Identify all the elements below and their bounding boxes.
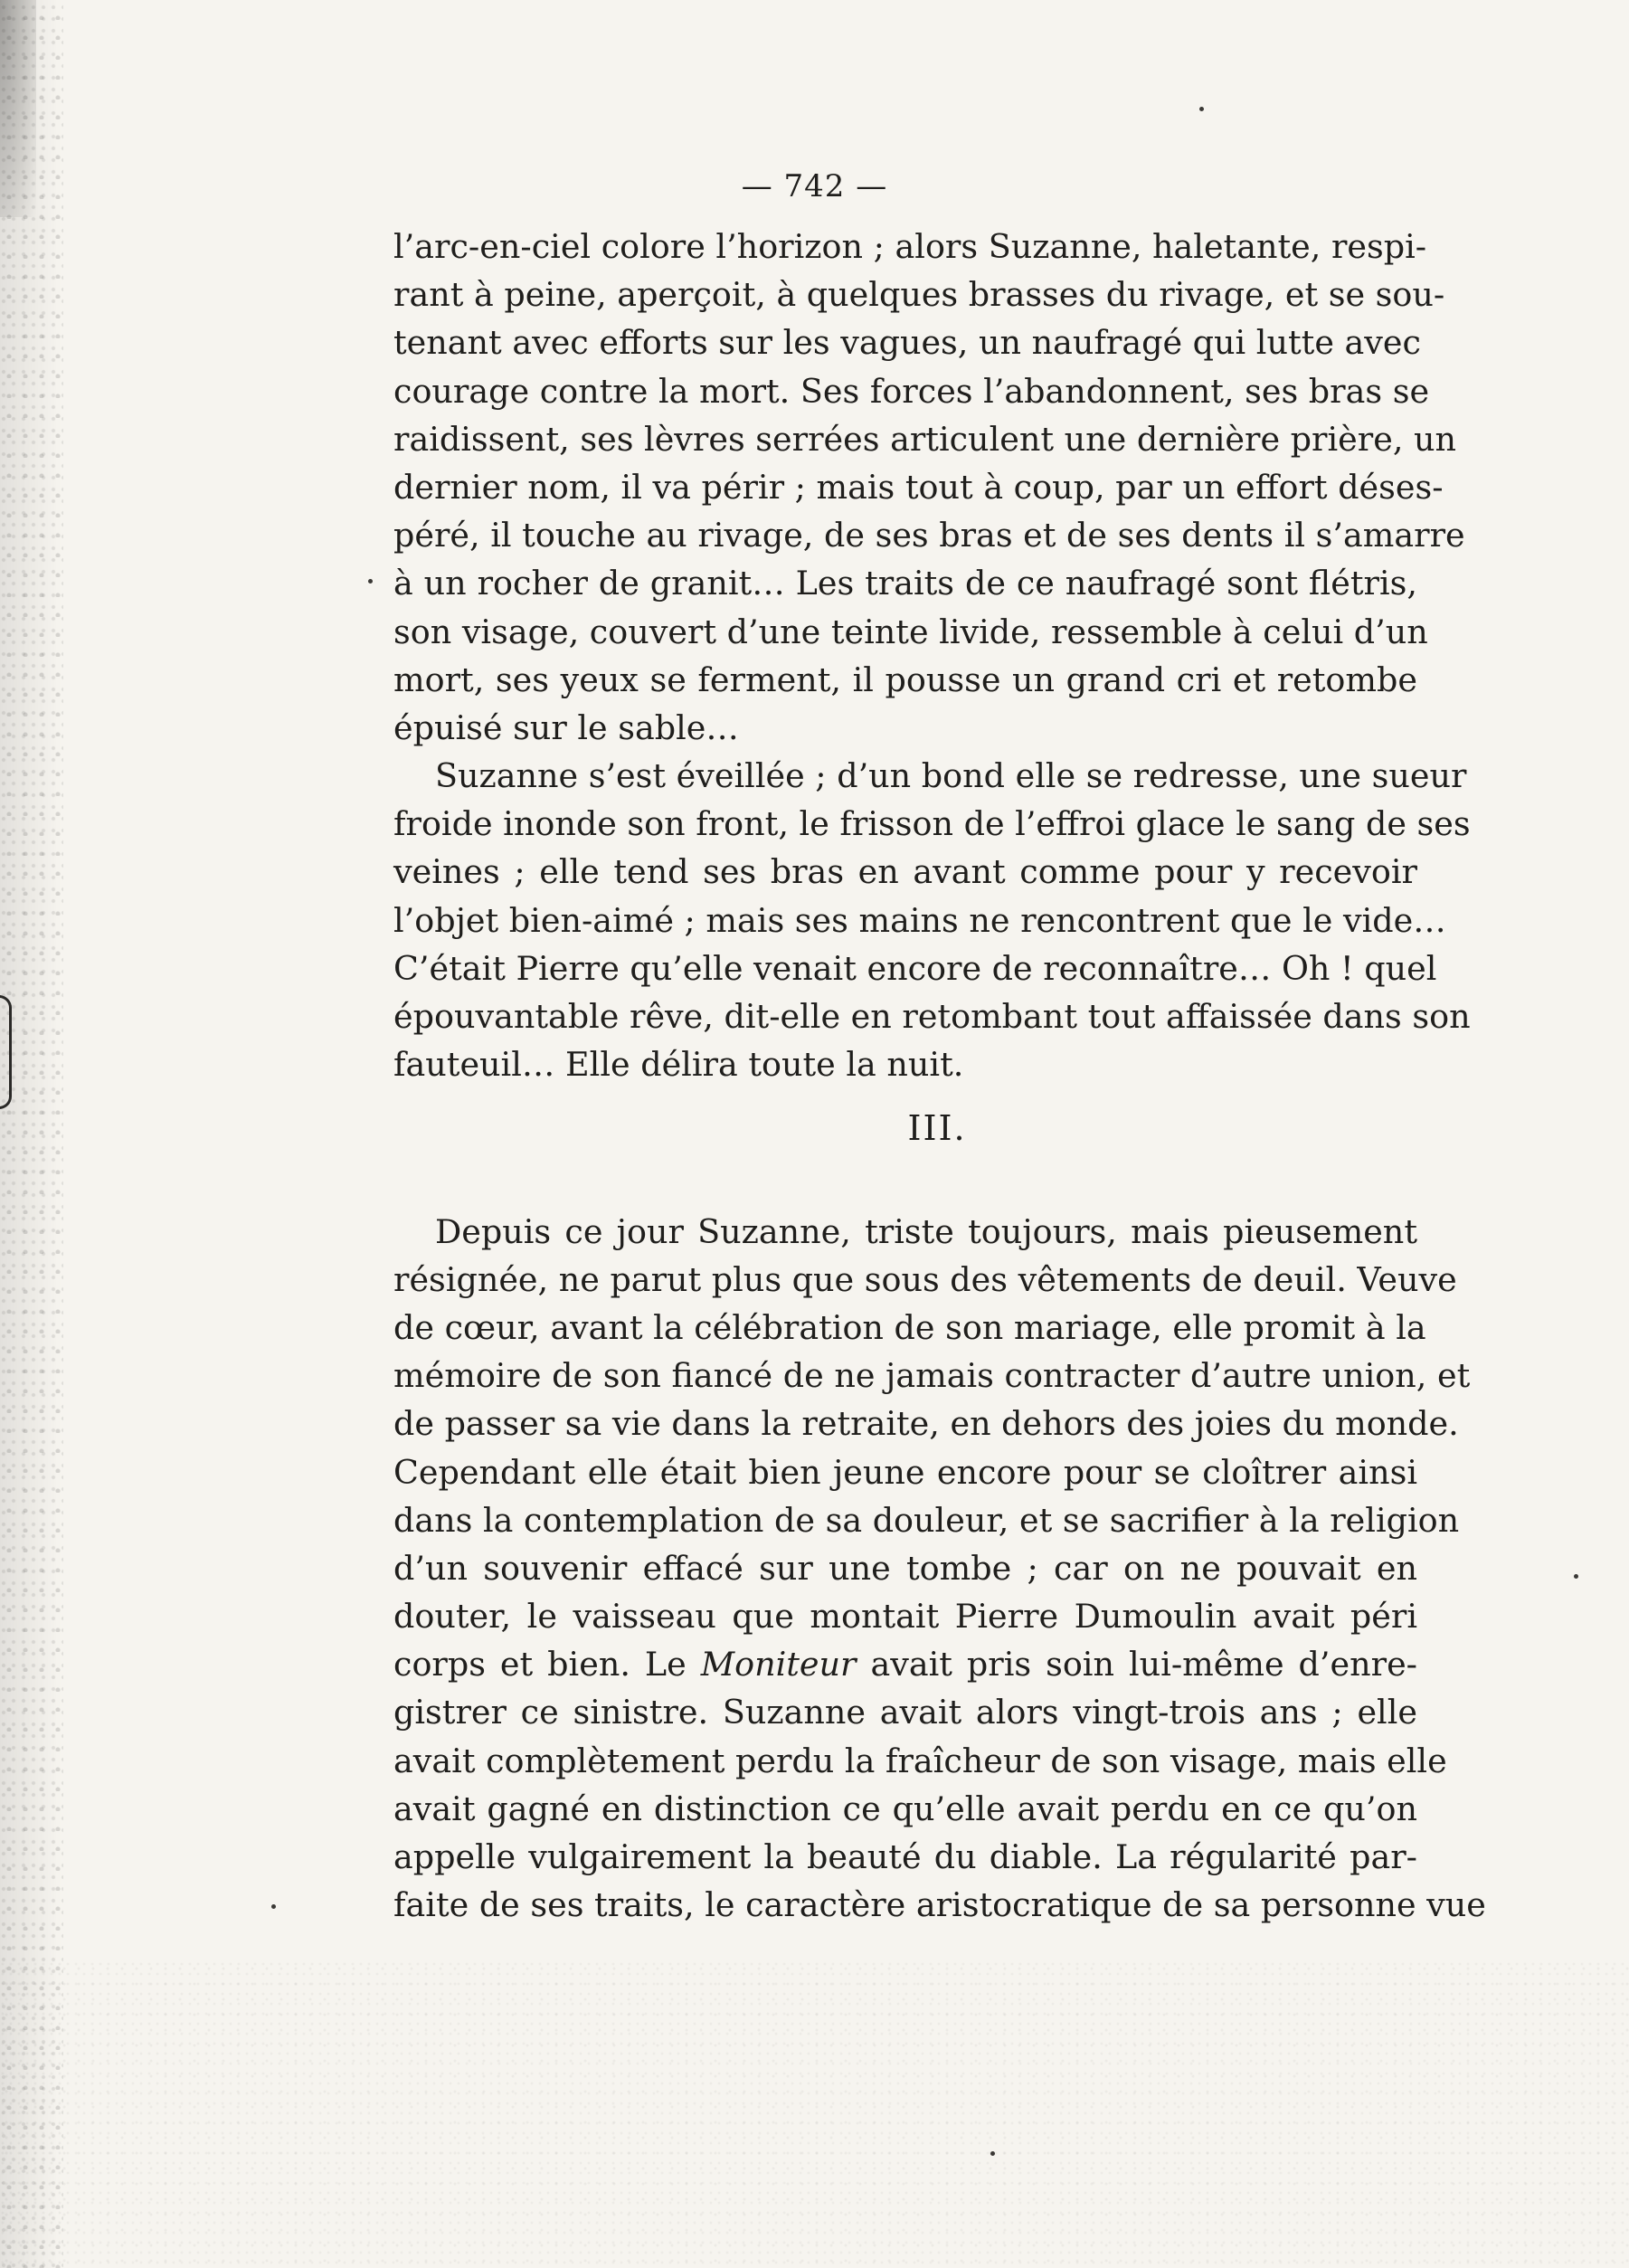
newspaper-title: Moniteur [700, 1645, 857, 1684]
binding-mark [0, 995, 12, 1109]
text-line: courage contre la mort. Ses forces l’abandonnent, ses bras se [393, 371, 1430, 411]
text-line: froide inonde son front, le frisson de l’effroi glace le sang de ses [393, 804, 1471, 844]
text-line: Depuis ce jour Suzanne, triste toujours, mais pieusement [435, 1211, 1417, 1251]
page-number: — 742 — [741, 168, 888, 204]
text-line: tenant avec efforts sur les vagues, un naufragé qui lutte avec [393, 323, 1421, 363]
speck [990, 2151, 995, 2156]
text-line: rant à peine, aperçoit, à quelques brasses du rivage, et se sou- [393, 275, 1445, 315]
text-line: gistrer ce sinistre. Suzanne avait alors vingt-trois ans ; elle [393, 1693, 1417, 1732]
body-text [393, 223, 1486, 1929]
text-line: l’objet bien-aimé ; mais ses mains ne rencontrent que le vide… [393, 900, 1446, 940]
text-line: mort, ses yeux se ferment, il pousse un grand cri et retombe [393, 660, 1417, 699]
paper-speckle [0, 1960, 1629, 2268]
text-line: l’arc-en-ciel colore l’horizon ; alors Suzanne, haletante, respi- [393, 227, 1427, 266]
speck [368, 579, 373, 584]
paragraph-2 [393, 752, 1471, 1088]
text-line: péré, il touche au rivage, de ses bras et de ses dents il s’amarre [393, 516, 1465, 555]
text-line: douter, le vaisseau que montait Pierre Dumoulin avait péri [393, 1597, 1417, 1637]
paragraph-3 [393, 1208, 1486, 1930]
text-line: Suzanne s’est éveillée ; d’un bond elle se redresse, une sueur [435, 756, 1467, 796]
text-fragment: corps et bien. Le [393, 1645, 701, 1684]
text-line: veines ; elle tend ses bras en avant comme pour y recevoir [393, 852, 1417, 892]
page-edge-shadow [0, 0, 63, 2268]
text-line: à un rocher de granit… Les traits de ce naufragé sont flétris, [393, 564, 1417, 603]
speck [1574, 1574, 1578, 1579]
text-line: Cependant elle était bien jeune encore pour se cloîtrer ainsi [393, 1452, 1417, 1492]
text-line: dans la contemplation de sa douleur, et se sacrifier à la religion [393, 1500, 1460, 1540]
text-line: avait gagné en distinction ce qu’elle avait perdu en ce qu’on [393, 1789, 1417, 1828]
text-line: C’était Pierre qu’elle venait encore de reconnaître… Oh ! quel [393, 948, 1437, 988]
text-line: épuisé sur le sable… [393, 707, 739, 747]
text-fragment: avait pris soin lui-même d’enre- [856, 1645, 1418, 1684]
text-line: résignée, ne parut plus que sous des vêtements de deuil. Veuve [393, 1259, 1457, 1299]
text-line: de passer sa vie dans la retraite, en dehors des joies du monde. [393, 1404, 1459, 1444]
text-line: d’un souvenir effacé sur une tombe ; car on ne pouvait en [393, 1548, 1417, 1588]
text-line: faite de ses traits, le caractère aristocratique de sa personne vue [393, 1885, 1486, 1925]
paragraph-1 [393, 223, 1465, 752]
text-line: appelle vulgairement la beauté du diable. La régularité par- [393, 1837, 1417, 1876]
text-line: son visage, couvert d’une teinte livide, ressemble à celui d’un [393, 612, 1428, 651]
text-line: raidissent, ses lèvres serrées articulent une dernière prière, un [393, 419, 1457, 459]
text-line: de cœur, avant la célébration de son mariage, elle promit à la [393, 1307, 1426, 1347]
text-line: épouvantable rêve, dit-elle en retombant tout affaissée dans son [393, 997, 1471, 1036]
text-line: avait complètement perdu la fraîcheur de son visage, mais elle [393, 1741, 1447, 1780]
text-line: dernier nom, il va périr ; mais tout à coup, par un effort déses- [393, 467, 1444, 507]
text-line: mémoire de son fiancé de ne jamais contracter d’autre union, et [393, 1356, 1471, 1396]
section-heading: III. [907, 1108, 967, 1149]
text-line-moniteur [393, 1640, 1417, 1688]
speck [1199, 107, 1204, 111]
text-line: fauteuil… Elle délira toute la nuit. [393, 1045, 964, 1085]
speck [271, 1904, 276, 1909]
